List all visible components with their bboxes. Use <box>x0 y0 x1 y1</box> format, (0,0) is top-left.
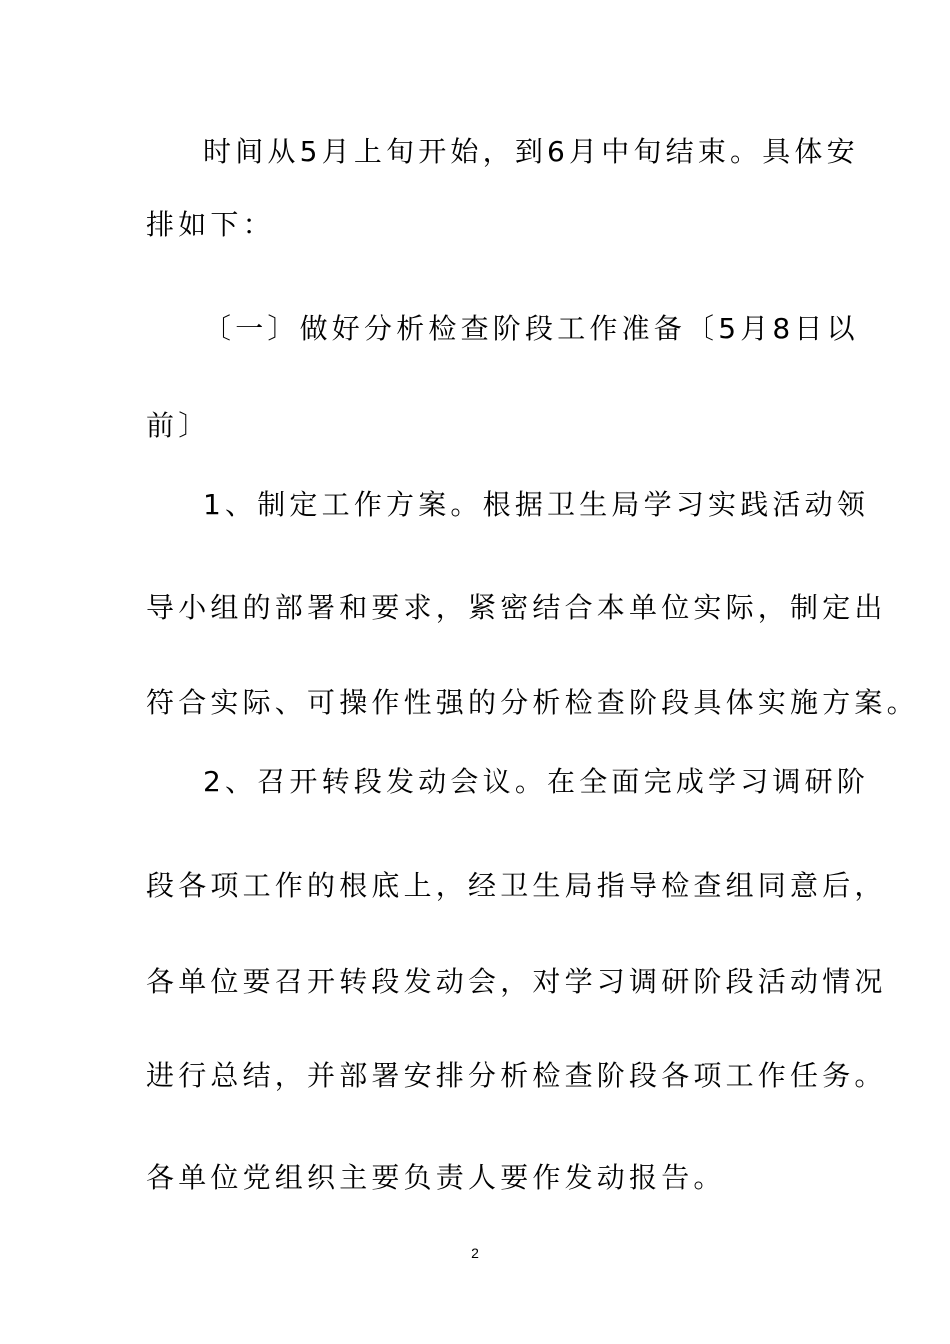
section-heading-line: 前〕 <box>146 409 211 442</box>
section-heading-line: 〔一〕做好分析检查阶段工作准备〔5月8日以 <box>203 312 859 345</box>
paragraph-line: 2、召开转段发动会议。在全面完成学习调研阶 <box>203 765 870 798</box>
paragraph-line: 排如下： <box>146 208 275 241</box>
paragraph-line: 各单位要召开转段发动会，对学习调研阶段活动情况 <box>146 965 887 998</box>
paragraph-line: 导小组的部署和要求，紧密结合本单位实际，制定出 <box>146 591 887 624</box>
paragraph-line: 时间从5月上旬开始，到6月中旬结束。具体安 <box>203 135 859 168</box>
paragraph-line: 进行总结，并部署安排分析检查阶段各项工作任务。 <box>146 1059 887 1092</box>
page-number: 2 <box>471 1245 479 1261</box>
paragraph-line: 1、制定工作方案。根据卫生局学习实践活动领 <box>203 488 870 521</box>
paragraph-line: 各单位党组织主要负责人要作发动报告。 <box>146 1161 726 1194</box>
paragraph-line: 段各项工作的根底上，经卫生局指导检查组同意后， <box>146 869 887 902</box>
paragraph-line: 符合实际、可操作性强的分析检查阶段具体实施方案。 <box>146 686 919 719</box>
